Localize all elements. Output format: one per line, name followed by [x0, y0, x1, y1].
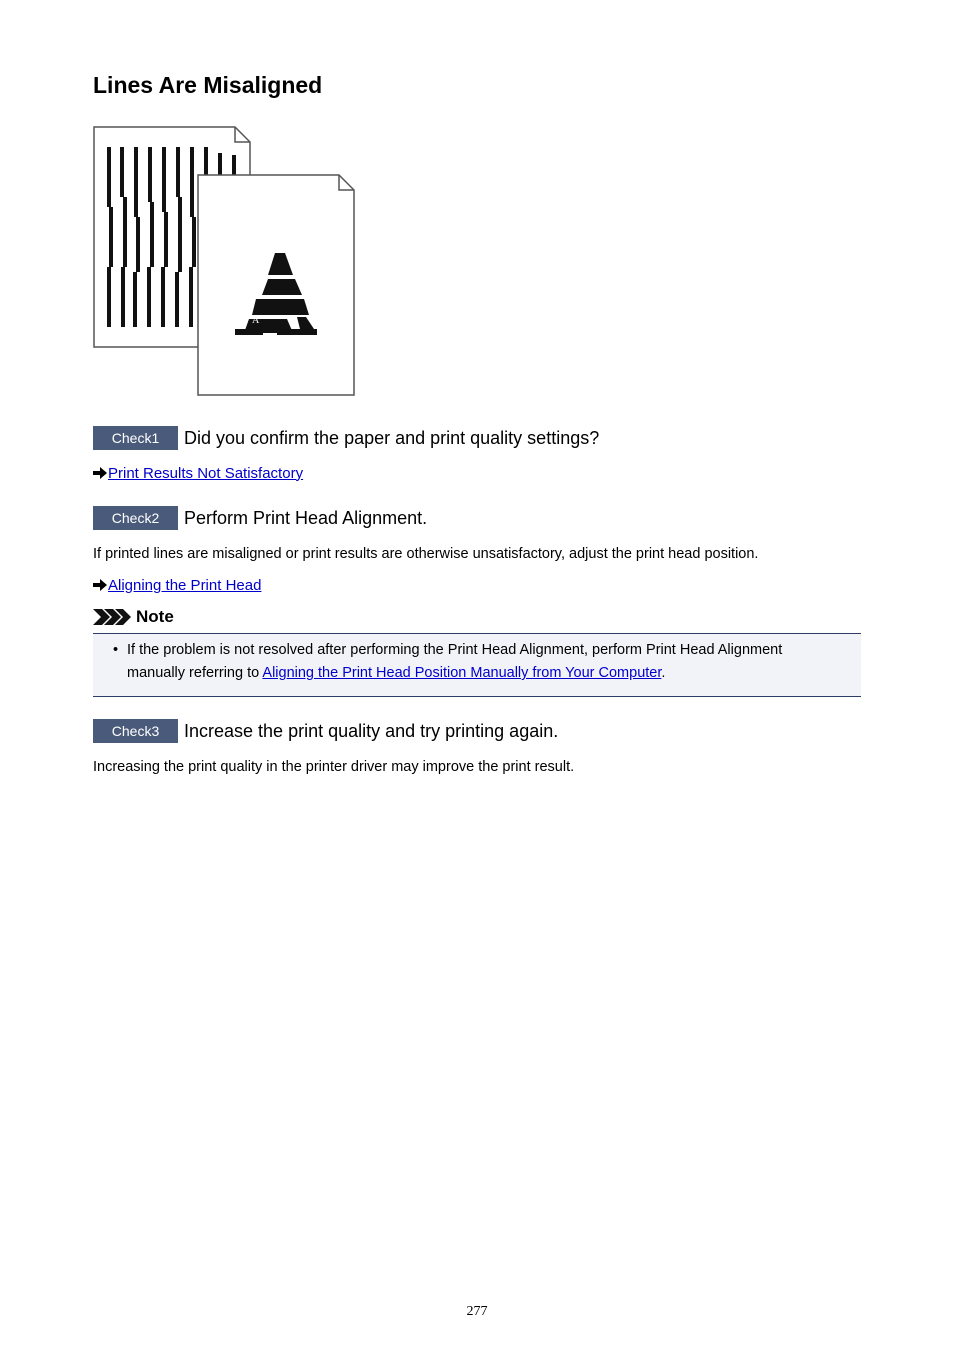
note-text-after: .: [661, 665, 666, 681]
arrow-right-icon: [93, 467, 107, 479]
page-number: 277: [466, 1304, 488, 1319]
note-title: Note: [136, 607, 174, 626]
check1-badge: Check1: [93, 426, 178, 450]
check1-title: Did you confirm the paper and print quality settings?: [184, 428, 600, 448]
check3-title: Increase the print quality and try printing again.: [184, 721, 559, 741]
note-heading: [93, 606, 174, 628]
check1-link-row: [93, 463, 303, 483]
note-text: [127, 639, 843, 685]
check2-badge: Check2: [93, 506, 178, 530]
aligning-print-head-manually-link[interactable]: Aligning the Print Head Position Manually from Your Computer: [262, 665, 662, 681]
aligning-the-print-head-link[interactable]: Aligning the Print Head: [108, 576, 262, 594]
check2-title: Perform Print Head Alignment.: [184, 508, 428, 528]
illustration-letter: A: [252, 315, 260, 326]
note-list-item: [113, 639, 843, 685]
note-chevrons-icon: [93, 609, 131, 625]
note-text-before: If the problem is not resolved after performing the Print Head Alignment, perform Print Head Alignment manually referring to: [127, 642, 783, 681]
arrow-right-icon: [93, 579, 107, 591]
check2-body: If printed lines are misaligned or print results are otherwise unsatisfactory, adjust the print head position.: [93, 546, 759, 562]
note-box: [93, 633, 861, 697]
misaligned-print-sample-icon: [92, 125, 358, 400]
check1-heading: [93, 426, 599, 450]
check2-heading: [93, 506, 427, 530]
check3-badge: Check3: [93, 719, 178, 743]
page-title: Lines Are Misaligned: [93, 72, 323, 98]
bullet: •: [113, 642, 119, 658]
print-results-not-satisfactory-link[interactable]: Print Results Not Satisfactory: [108, 464, 304, 482]
check3-body: Increasing the print quality in the printer driver may improve the print result.: [93, 759, 575, 775]
check3-heading: [93, 719, 558, 743]
check2-link-row: [93, 575, 261, 595]
